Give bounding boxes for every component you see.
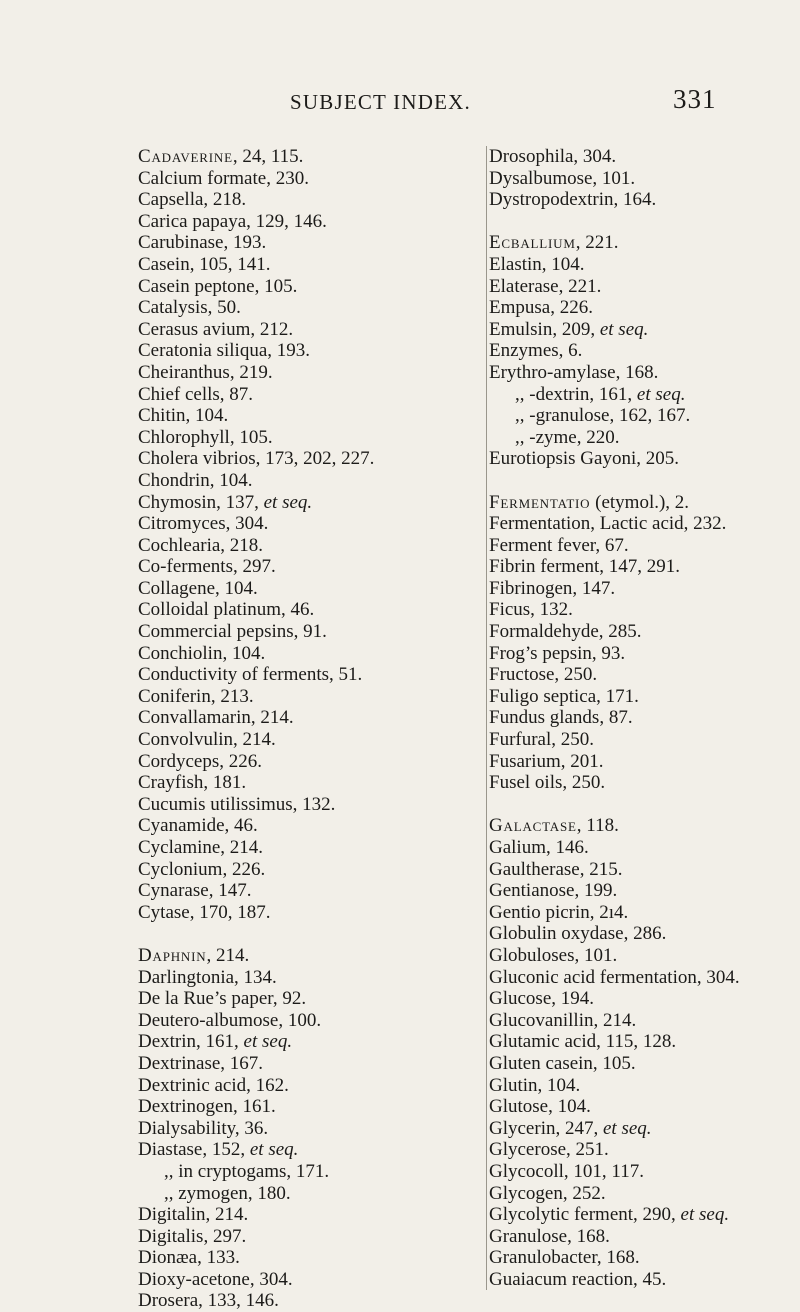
index-entry: [487, 513, 800, 535]
index-section-head-entry: [487, 492, 800, 514]
index-entry: [487, 902, 800, 924]
entry-italic-text: et seq.: [249, 1139, 299, 1161]
index-entry: [138, 772, 478, 794]
entry-text: Furfural, 250.: [489, 729, 595, 751]
index-entry: [487, 1226, 800, 1248]
index-entry: [487, 1269, 800, 1291]
index-entry: [487, 254, 800, 276]
index-entry: [487, 621, 800, 643]
entry-text: Calcium formate, 230.: [138, 167, 309, 189]
index-entry: [138, 686, 478, 708]
index-entry: [138, 427, 478, 449]
entry-text: Convallamarin, 214.: [138, 707, 294, 729]
entry-text: Casein, 105, 141.: [138, 253, 271, 275]
index-entry: [138, 599, 478, 621]
entry-text: Elastin, 104.: [489, 253, 585, 275]
index-entry: [487, 535, 800, 557]
index-entry: [487, 1031, 800, 1053]
entry-text: Chief cells, 87.: [138, 383, 254, 405]
entry-text: , 118.: [576, 815, 619, 837]
entry-text: Gluconic acid fermentation, 304.: [489, 966, 740, 988]
entry-text: Casein peptone, 105.: [138, 275, 298, 297]
entry-text: Gentianose, 199.: [489, 880, 618, 902]
index-entry: [138, 794, 478, 816]
entry-head-word: Ecballium: [489, 232, 576, 254]
entry-text: Chondrin, 104.: [138, 469, 253, 491]
entry-text: Co-ferments, 297.: [138, 556, 276, 578]
entry-text: Cynarase, 147.: [138, 880, 252, 902]
entry-text: Dextrin, 161,: [138, 1031, 244, 1053]
index-entry: [138, 837, 478, 859]
index-entry: [487, 837, 800, 859]
index-entry: [138, 492, 478, 514]
entry-text: ,, -zyme, 220.: [515, 426, 620, 448]
running-title: SUBJECT INDEX.: [290, 90, 471, 114]
entry-text: Globuloses, 101.: [489, 944, 618, 966]
entry-text: Dioxy-acetone, 304.: [138, 1268, 293, 1290]
entry-text: Glutose, 104.: [489, 1096, 591, 1118]
index-section-head-entry: [138, 945, 478, 967]
entry-text: , 221.: [575, 232, 619, 254]
index-entry: [487, 168, 800, 190]
entry-text: Cucumis utilissimus, 132.: [138, 793, 336, 815]
entry-text: Carubinase, 193.: [138, 232, 267, 254]
entry-text: Formaldehyde, 285.: [489, 621, 642, 643]
entry-text: Enzymes, 6.: [489, 340, 583, 362]
index-entry: [487, 859, 800, 881]
entry-text: Glucose, 194.: [489, 988, 595, 1010]
section-gap: [487, 211, 800, 233]
entry-text: Dysalbumose, 101.: [489, 167, 636, 189]
entry-text: Gluten casein, 105.: [489, 1052, 636, 1074]
index-subentry: [487, 384, 800, 406]
index-entry: [138, 815, 478, 837]
entry-text: , 214.: [206, 944, 250, 966]
index-entry: [487, 599, 800, 621]
index-entry: [487, 1053, 800, 1075]
index-entry: [138, 1269, 478, 1291]
index-entry: [138, 751, 478, 773]
entry-text: (etymol.), 2.: [590, 491, 690, 513]
index-entry: [138, 664, 478, 686]
entry-text: Chymosin, 137,: [138, 491, 264, 513]
entry-text: Fermentation, Lactic acid, 232.: [489, 513, 727, 535]
index-entry: [487, 643, 800, 665]
entry-text: Drosera, 133, 146.: [138, 1290, 279, 1312]
entry-italic-text: et seq.: [636, 383, 686, 405]
index-entry: [138, 556, 478, 578]
entry-text: Cheiranthus, 219.: [138, 361, 273, 383]
index-entry: [138, 1204, 478, 1226]
index-entry: [487, 1161, 800, 1183]
entry-text: Cytase, 170, 187.: [138, 901, 271, 923]
section-gap: [138, 923, 478, 945]
entry-text: Glycogen, 252.: [489, 1182, 606, 1204]
entry-text: Cochlearia, 218.: [138, 534, 264, 556]
entry-head-word: Galactase: [489, 815, 577, 837]
entry-text: Glycolytic ferment, 290,: [489, 1204, 681, 1226]
index-entry: [487, 340, 800, 362]
page-number: 331: [673, 84, 717, 114]
entry-text: Chlorophyll, 105.: [138, 426, 273, 448]
index-entry: [138, 1290, 478, 1312]
entry-text: Collagene, 104.: [138, 577, 258, 599]
entry-text: Cyanamide, 46.: [138, 815, 258, 837]
entry-text: Fusel oils, 250.: [489, 772, 606, 794]
entry-text: Glutamic acid, 115, 128.: [489, 1031, 677, 1053]
entry-text: ,, in cryptogams, 171.: [164, 1160, 330, 1182]
index-entry: [138, 470, 478, 492]
entry-text: Dextrinogen, 161.: [138, 1096, 276, 1118]
index-entry: [138, 362, 478, 384]
entry-text: Frog’s pepsin, 93.: [489, 642, 626, 664]
entry-text: Glucovanillin, 214.: [489, 1009, 637, 1031]
index-entry: [138, 880, 478, 902]
entry-text: Digitalin, 214.: [138, 1204, 249, 1226]
entry-text: Globulin oxydase, 286.: [489, 923, 667, 945]
index-entry: [487, 297, 800, 319]
entry-text: Capsella, 218.: [138, 189, 247, 211]
index-entry: [138, 189, 478, 211]
index-entry: [487, 276, 800, 298]
index-entry: [138, 643, 478, 665]
index-entry: [487, 664, 800, 686]
index-entry: [138, 1053, 478, 1075]
index-entry: [487, 189, 800, 211]
index-entry: [138, 707, 478, 729]
index-entry: [487, 1247, 800, 1269]
entry-text: Diastase, 152,: [138, 1139, 250, 1161]
entry-italic-text: et seq.: [243, 1031, 293, 1053]
index-entry: [138, 902, 478, 924]
entry-text: Deutero-albumose, 100.: [138, 1009, 322, 1031]
index-entry: [487, 686, 800, 708]
entry-text: Fusarium, 201.: [489, 750, 604, 772]
index-entry: [487, 751, 800, 773]
index-entry: [487, 578, 800, 600]
entry-text: Ceratonia siliqua, 193.: [138, 340, 311, 362]
entry-text: Ficus, 132.: [489, 599, 573, 621]
entry-text: Erythro-amylase, 168.: [489, 361, 659, 383]
index-entry: [487, 880, 800, 902]
entry-text: , 24, 115.: [232, 146, 304, 167]
index-entry: [138, 513, 478, 535]
index-entry: [138, 1118, 478, 1140]
index-entry: [487, 945, 800, 967]
index-entry: [138, 988, 478, 1010]
index-section-head-entry: [487, 815, 800, 837]
entry-text: ,, zymogen, 180.: [164, 1182, 291, 1204]
section-gap: [487, 470, 800, 492]
index-entry: [138, 1226, 478, 1248]
entry-text: Galium, 146.: [489, 837, 589, 858]
entry-text: Glycocoll, 101, 117.: [489, 1160, 644, 1182]
index-entry: [138, 621, 478, 643]
index-entry: [487, 923, 800, 945]
index-entry: [487, 988, 800, 1010]
index-entry: [487, 319, 800, 341]
entry-text: Conductivity of ferments, 51.: [138, 664, 363, 686]
index-subentry: [138, 1183, 478, 1205]
entry-text: Granulose, 168.: [489, 1225, 610, 1247]
index-entry: [138, 232, 478, 254]
entry-text: Eurotiopsis Gayoni, 205.: [489, 448, 679, 470]
entry-text: Crayfish, 181.: [138, 772, 247, 794]
entry-text: ,, -granulose, 162, 167.: [515, 405, 691, 427]
entry-text: Fibrinogen, 147.: [489, 577, 616, 599]
entry-italic-text: et seq.: [680, 1204, 730, 1226]
index-entry: [487, 707, 800, 729]
entry-text: Cyclonium, 226.: [138, 858, 266, 880]
index-entry: [487, 1139, 800, 1161]
index-entry: [138, 254, 478, 276]
index-entry: [487, 362, 800, 384]
entry-text: Citromyces, 304.: [138, 513, 269, 535]
index-entry: [487, 556, 800, 578]
entry-text: Commercial pepsins, 91.: [138, 621, 327, 643]
entry-head-word: Cadaverine: [138, 146, 233, 167]
index-entry: [138, 405, 478, 427]
entry-text: Gaultherase, 215.: [489, 858, 623, 880]
index-entry: [138, 578, 478, 600]
entry-text: ,, -dextrin, 161,: [515, 383, 637, 405]
index-entry: [487, 1204, 800, 1226]
entry-text: Emulsin, 209,: [489, 318, 600, 340]
index-entry: [138, 319, 478, 341]
entry-text: Digitalis, 297.: [138, 1225, 247, 1247]
page-header: [0, 84, 800, 120]
entry-text: Empusa, 226.: [489, 297, 593, 319]
entry-text: Granulobacter, 168.: [489, 1247, 640, 1269]
entry-text: Glycerin, 247,: [489, 1117, 603, 1139]
index-entry: [138, 297, 478, 319]
entry-italic-text: et seq.: [599, 318, 649, 340]
entry-text: Coniferin, 213.: [138, 685, 254, 707]
index-entry: [138, 276, 478, 298]
entry-text: Dialysability, 36.: [138, 1117, 269, 1139]
index-entry: [138, 967, 478, 989]
index-subentry: [138, 1161, 478, 1183]
index-entry: [487, 1096, 800, 1118]
index-entry: [487, 772, 800, 794]
index-subentry: [487, 427, 800, 449]
index-entry: [487, 1010, 800, 1032]
entry-text: Convolvulin, 214.: [138, 729, 276, 751]
entry-text: Ferment fever, 67.: [489, 534, 629, 556]
index-subentry: [487, 405, 800, 427]
index-entry: [487, 967, 800, 989]
index-entry: [138, 1075, 478, 1097]
entry-text: Fuligo septica, 171.: [489, 685, 639, 707]
entry-text: Cyclamine, 214.: [138, 837, 264, 858]
index-entry: [487, 146, 800, 168]
entry-text: Colloidal platinum, 46.: [138, 599, 315, 621]
index-entry: [138, 535, 478, 557]
entry-text: De la Rue’s paper, 92.: [138, 988, 307, 1010]
index-entry: [487, 448, 800, 470]
index-entry: [138, 384, 478, 406]
entry-text: Darlingtonia, 134.: [138, 966, 277, 988]
entry-text: Chitin, 104.: [138, 405, 229, 427]
entry-text: Dextrinic acid, 162.: [138, 1074, 289, 1096]
entry-head-word: Fermentatio: [489, 491, 591, 513]
entry-text: Carica papaya, 129, 146.: [138, 210, 327, 232]
index-entry: [138, 1139, 478, 1161]
index-entry: [138, 1247, 478, 1269]
entry-text: Dextrinase, 167.: [138, 1052, 264, 1074]
section-gap: [487, 794, 800, 816]
entry-text: Guaiacum reaction, 45.: [489, 1268, 667, 1290]
entry-text: Fructose, 250.: [489, 664, 598, 686]
index-section-head-entry: [138, 146, 478, 168]
entry-text: Catalysis, 50.: [138, 297, 241, 319]
entry-text: Glutin, 104.: [489, 1074, 581, 1096]
index-column-right: [486, 146, 800, 1290]
entry-text: Dystropodextrin, 164.: [489, 189, 657, 211]
index-entry: [138, 448, 478, 470]
entry-text: Conchiolin, 104.: [138, 642, 266, 664]
entry-italic-text: et seq.: [263, 491, 313, 513]
entry-text: Cordyceps, 226.: [138, 750, 263, 772]
entry-text: Elaterase, 221.: [489, 275, 602, 297]
index-entry: [138, 729, 478, 751]
index-entry: [138, 1031, 478, 1053]
entry-italic-text: et seq.: [602, 1117, 652, 1139]
index-entry: [487, 1183, 800, 1205]
entry-text: Fibrin ferment, 147, 291.: [489, 556, 681, 578]
entry-text: Fundus glands, 87.: [489, 707, 633, 729]
entry-text: Cerasus avium, 212.: [138, 318, 294, 340]
entry-text: Drosophila, 304.: [489, 146, 617, 167]
index-entry: [138, 340, 478, 362]
entry-head-word: Daphnin: [138, 944, 207, 966]
index-entry: [487, 729, 800, 751]
index-section-head-entry: [487, 232, 800, 254]
index-entry: [138, 1010, 478, 1032]
index-entry: [487, 1075, 800, 1097]
entry-text: Glycerose, 251.: [489, 1139, 609, 1161]
entry-text: Dionæa, 133.: [138, 1247, 240, 1269]
index-column-left: [138, 146, 478, 1312]
index-entry: [138, 168, 478, 190]
entry-text: Cholera vibrios, 173, 202, 227.: [138, 448, 375, 470]
index-entry: [138, 211, 478, 233]
index-entry: [487, 1118, 800, 1140]
index-entry: [138, 859, 478, 881]
index-entry: [138, 1096, 478, 1118]
entry-text: Gentio picrin, 2ı4.: [489, 901, 629, 923]
